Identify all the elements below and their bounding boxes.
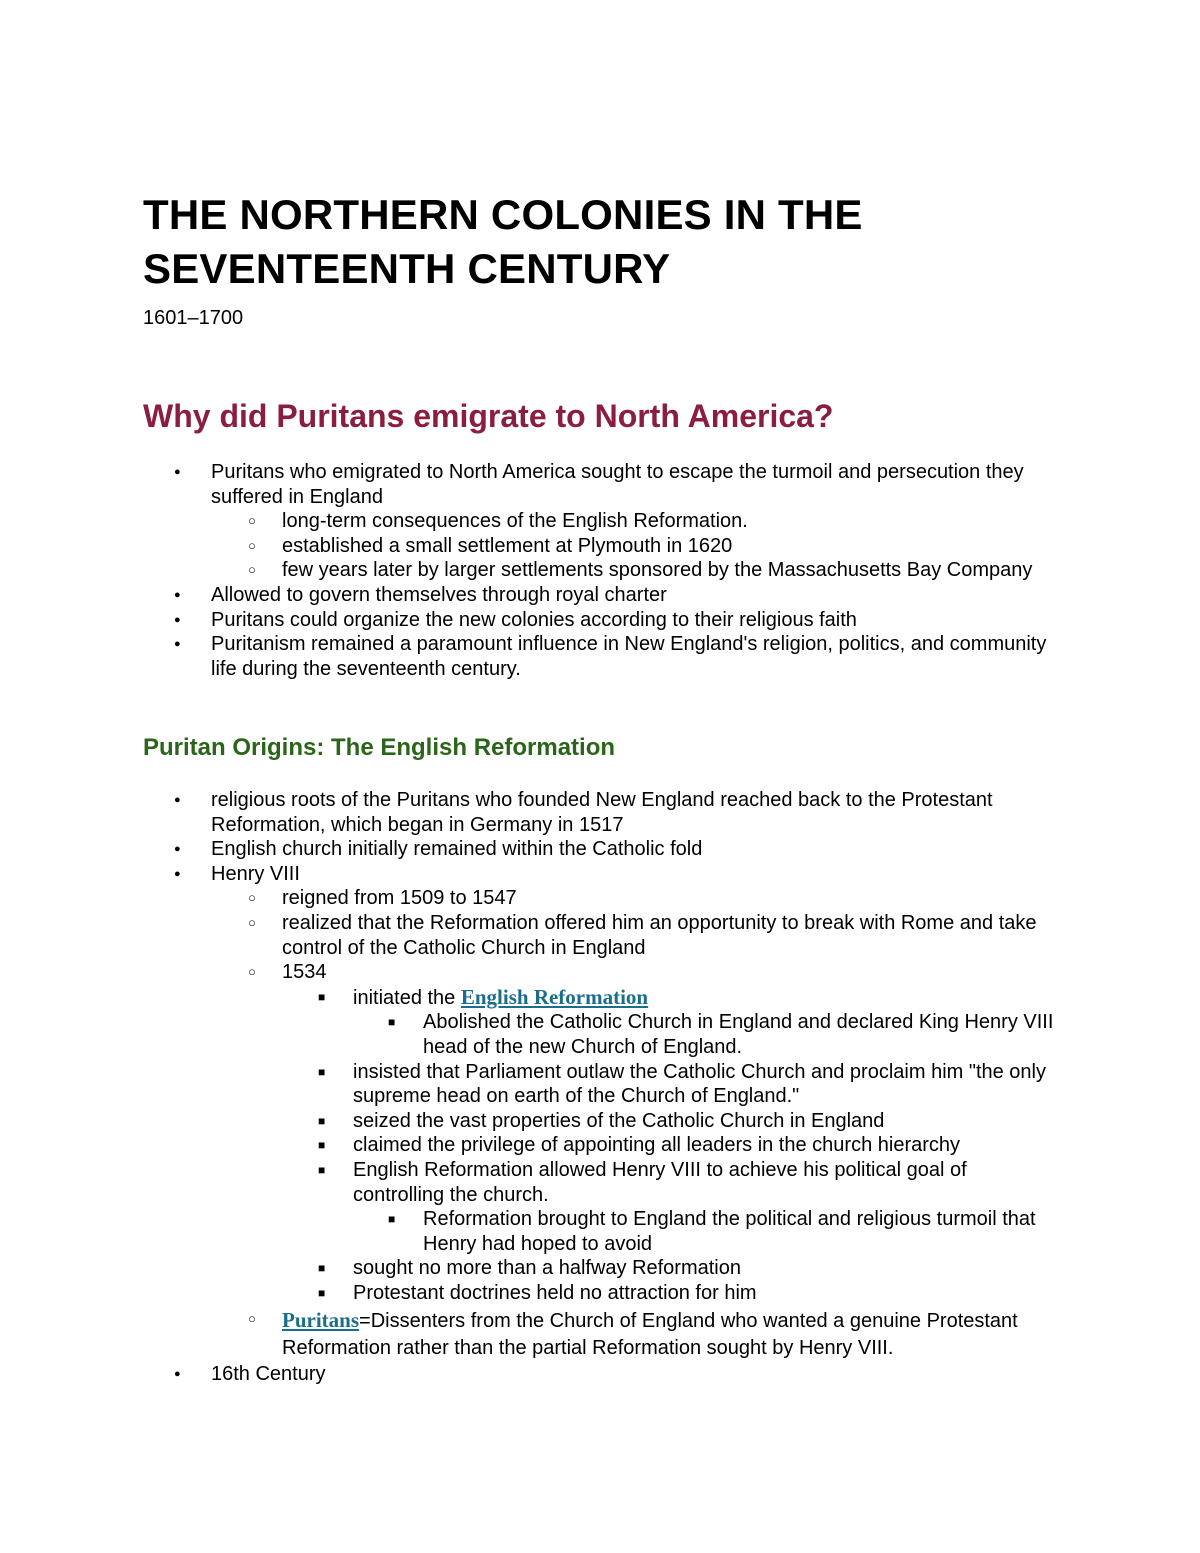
english-reformation-link[interactable]: English Reformation — [460, 984, 649, 1009]
list-item: ■ English Reformation allowed Henry VIII to achieve his political goal of controlling the church. — [0, 1158, 1200, 1207]
list-item: ○ Puritans=Dissenters from the Church of England who wanted a genuine Protestant Reformation rather than the partial Reformation sought by Henry VIII. — [0, 1307, 1200, 1362]
section-heading-puritan-origins: Puritan Origins: The English Reformation — [143, 734, 616, 761]
list-item: ○ reigned from 1509 to 1547 — [0, 886, 1200, 911]
date-range: 1601–1700 — [143, 307, 244, 329]
list-item: ■ Reformation brought to England the political and religious turmoil that Henry had hoped to avoid — [0, 1207, 1200, 1256]
list-item: ■ initiated the English Reformation — [0, 985, 1200, 1011]
list-item: ● Puritanism remained a paramount influence in New England's religion, politics, and community life during the seventeenth century. — [0, 632, 1200, 681]
list-item: ■ sought no more than a halfway Reformation — [0, 1256, 1200, 1281]
list-item: ■ Abolished the Catholic Church in England and declared King Henry VIII head of the new Church of England. — [0, 1010, 1200, 1059]
list-item: ● Puritans could organize the new colonies according to their religious faith — [0, 608, 1200, 633]
list-item: ○ established a small settlement at Plymouth in 1620 — [0, 534, 1200, 559]
list-item: ■ seized the vast properties of the Catholic Church in England — [0, 1109, 1200, 1134]
list-item: ○ 1534 — [0, 960, 1200, 985]
list-item: ● religious roots of the Puritans who founded New England reached back to the Protestant Reformation, which began in Germany in 1517 — [0, 788, 1200, 837]
list-item: ● English church initially remained within the Catholic fold — [0, 837, 1200, 862]
list-item: ○ long-term consequences of the English Reformation. — [0, 509, 1200, 534]
list-item: ● Henry VIII — [0, 862, 1200, 887]
list-item: ○ realized that the Reformation offered him an opportunity to break with Rome and take control of the Catholic Church in England — [0, 911, 1200, 960]
bullet-list-origins — [0, 788, 1200, 1387]
title-line-1: THE NORTHERN COLONIES IN THE — [143, 191, 863, 238]
bullet-list-emigration — [0, 460, 1200, 681]
list-item: ● 16th Century — [0, 1362, 1200, 1387]
list-item: ○ few years later by larger settlements sponsored by the Massachusetts Bay Company — [0, 558, 1200, 583]
list-item: ■ insisted that Parliament outlaw the Catholic Church and proclaim him "the only supreme head on earth of the Church of England." — [0, 1060, 1200, 1109]
document-title — [143, 188, 1103, 296]
section-heading-why-emigrate: Why did Puritans emigrate to North America? — [143, 398, 834, 434]
list-item: ● Puritans who emigrated to North America sought to escape the turmoil and persecution they suffered in England — [0, 460, 1200, 509]
list-item: ● Allowed to govern themselves through royal charter — [0, 583, 1200, 608]
list-item: ■ Protestant doctrines held no attraction for him — [0, 1281, 1200, 1306]
title-line-2: SEVENTEENTH CENTURY — [143, 245, 671, 292]
puritans-link[interactable]: Puritans — [282, 1308, 360, 1333]
list-item: ■ claimed the privilege of appointing all leaders in the church hierarchy — [0, 1133, 1200, 1158]
